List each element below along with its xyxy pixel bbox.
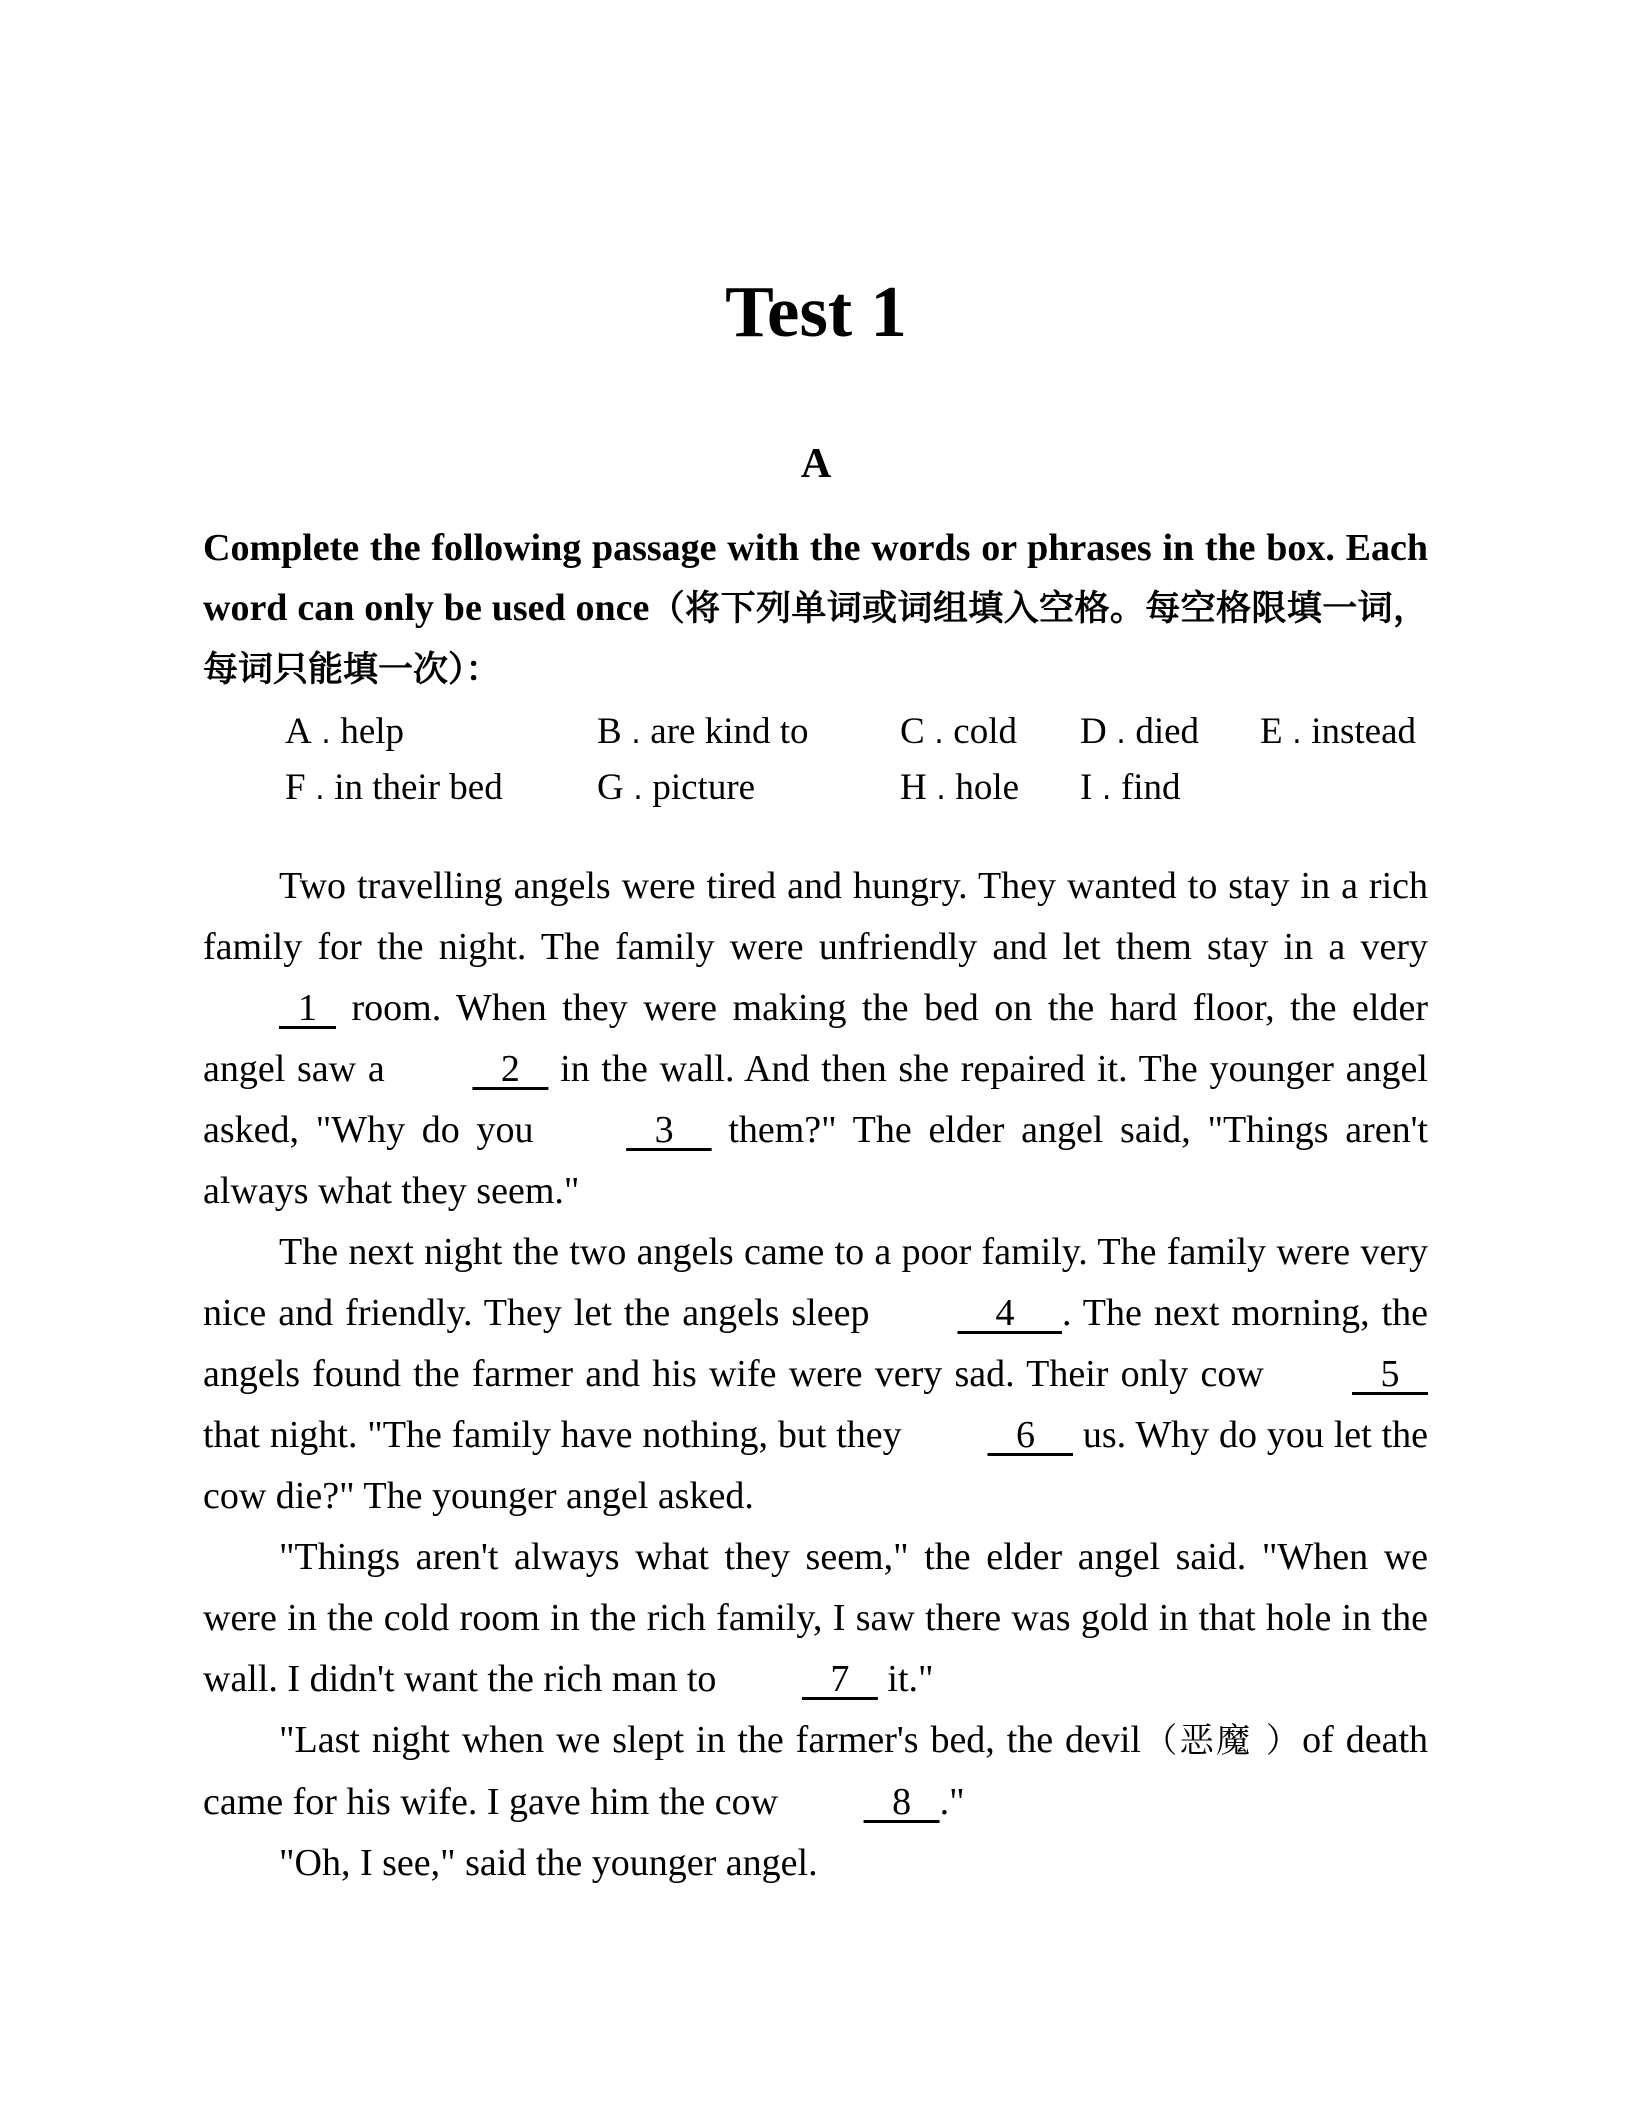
- option-h: H . hole: [900, 767, 1020, 808]
- option-a: A . help: [285, 711, 405, 752]
- option-letter: F: [285, 767, 306, 808]
- option-letter: C: [900, 711, 925, 752]
- option-letter: I: [1080, 767, 1093, 808]
- passage-text: .": [939, 1781, 965, 1823]
- section-label: A: [800, 441, 832, 487]
- word-box: [285, 704, 1465, 824]
- blank-6: 6: [987, 1414, 1074, 1456]
- option-text: help: [340, 711, 405, 752]
- passage-text: room. When they were making the bed on the hard floor, the elder angel saw a: [203, 987, 1428, 1090]
- option-letter: G: [597, 767, 624, 808]
- blank-5: 5: [1352, 1353, 1428, 1395]
- option-f: F . in their bed: [285, 767, 503, 808]
- option-text: in their bed: [334, 767, 503, 808]
- passage-text: . The next morning, the angels found the farmer and his wife were very sad. Their only cow: [203, 1292, 1428, 1395]
- option-text: hole: [955, 767, 1020, 808]
- passage-text: them?" The elder angel said, "Things aren't always what they seem.": [203, 1109, 1428, 1212]
- option-c: C . cold: [900, 711, 1017, 752]
- option-g: G . picture: [597, 767, 756, 808]
- paragraph-5: [203, 1833, 1428, 1894]
- passage-text: of death came for his wife. I gave him the cow: [203, 1719, 1429, 1823]
- option-letter: H: [900, 767, 927, 808]
- blank-4: 4: [957, 1292, 1062, 1334]
- passage-text: The next night the two angels came to a poor family. The family were very nice and friendly. They let the angels sleep: [203, 1231, 1428, 1334]
- blank-3: 3: [626, 1109, 712, 1151]
- paragraph-1: [203, 856, 1428, 1222]
- passage-text: "Last night when we slept in the farmer's bed, the devil: [279, 1719, 1141, 1761]
- passage-text: it.": [877, 1658, 934, 1700]
- passage-text: in the wall. And then she repaired it. The younger angel asked, "Why do you: [203, 1048, 1428, 1151]
- blank-8: 8: [863, 1781, 940, 1823]
- passage-text: "Things aren't always what they seem," the elder angel said. "When we were in the cold room in the rich family, I saw there was gold in that hole in the wall. I didn't want the rich man to: [203, 1536, 1428, 1700]
- instruction-text: [203, 518, 1428, 700]
- option-letter: A: [285, 711, 312, 752]
- passage-text: "Oh, I see," said the younger angel.: [279, 1842, 818, 1884]
- blank-7: 7: [801, 1658, 878, 1700]
- page-title: Test 1: [725, 271, 907, 352]
- option-e: E . instead: [1260, 711, 1417, 752]
- option-text: picture: [652, 767, 756, 808]
- paragraph-2: [203, 1222, 1428, 1527]
- option-text: instead: [1311, 711, 1417, 752]
- passage-text: that night. "The family have nothing, but they: [203, 1414, 912, 1456]
- passage-text: Two travelling angels were tired and hungry. They wanted to stay in a rich family for the night. The family were unfriendly and let them stay in a very: [203, 865, 1428, 968]
- option-text: died: [1135, 711, 1200, 752]
- option-letter: D: [1080, 711, 1107, 752]
- paragraph-3: [203, 1527, 1428, 1710]
- instruction-chinese: （将下列单词或词组填入空格。每空格限填一词，每词只能填一次）：: [203, 589, 1428, 690]
- instruction-english: Complete the following passage with the words or phrases in the box. Each word can only be used once: [203, 527, 1428, 629]
- option-d: D . died: [1080, 711, 1200, 752]
- option-letter: B: [597, 711, 622, 752]
- option-b: B . are kind to: [597, 711, 809, 752]
- option-letter: E: [1260, 711, 1283, 752]
- option-text: find: [1120, 767, 1181, 808]
- blank-1: 1: [279, 987, 336, 1029]
- option-i: I . find: [1080, 767, 1181, 808]
- passage-text: us. Why do you let the cow die?" The younger angel asked.: [203, 1414, 1428, 1517]
- blank-2: 2: [472, 1048, 549, 1090]
- option-text: are kind to: [650, 711, 809, 752]
- passage: [203, 856, 1428, 1894]
- paragraph-4: [203, 1710, 1428, 1833]
- chinese-gloss: （恶魔 ）: [1141, 1721, 1303, 1761]
- option-text: cold: [953, 711, 1017, 752]
